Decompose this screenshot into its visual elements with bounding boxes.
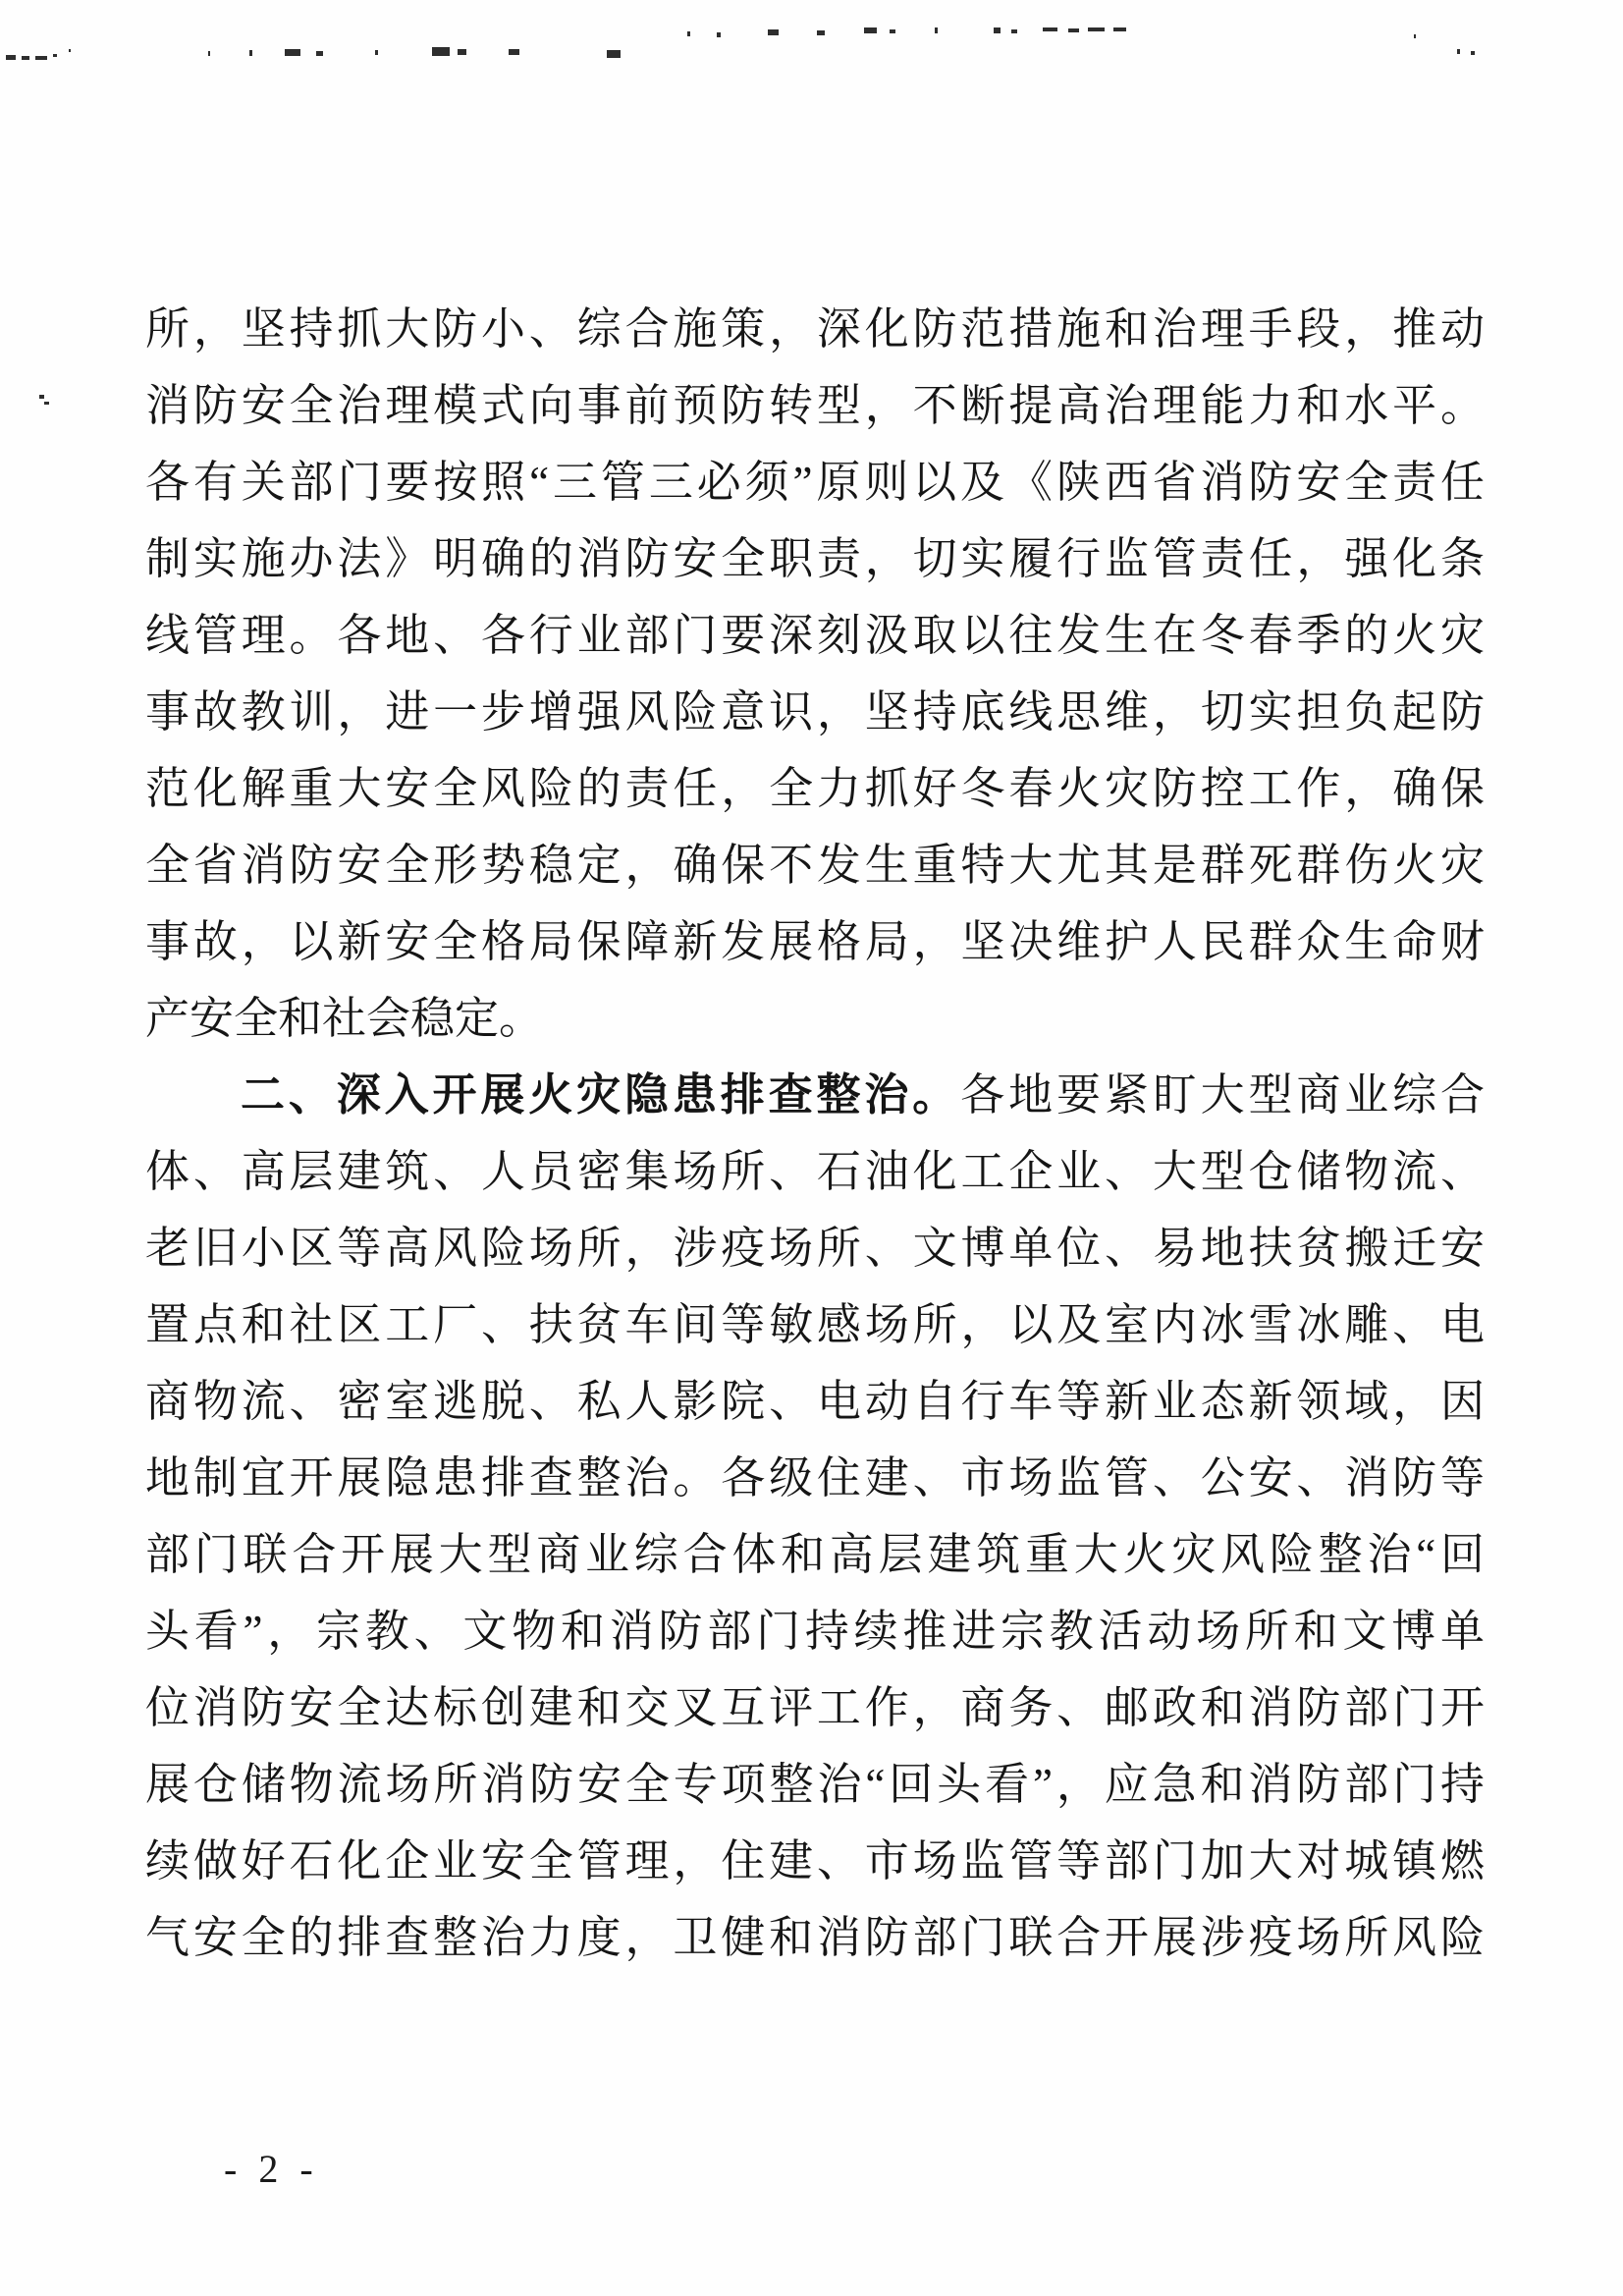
scan-noise-speck	[817, 30, 825, 35]
page-number: - 2 -	[224, 2147, 319, 2191]
scan-noise-speck	[768, 29, 779, 35]
text-line heading-line	[145, 1057, 1485, 1133]
scan-noise-speck	[432, 47, 450, 56]
text-line: 头看”，宗教、文物和消防部门持续推进宗教活动场所和文博单	[145, 1607, 1485, 1656]
scan-noise-speck	[994, 27, 1001, 33]
text-line: 制实施办法》明确的消防安全职责，切实履行监管责任，强化条	[145, 534, 1485, 583]
section-heading: 二、深入开展火灾隐患排查整治。	[241, 1069, 961, 1120]
scan-noise-speck	[316, 51, 323, 56]
text-line: 线管理。各地、各行业部门要深刻汲取以往发生在冬春季的火灾	[145, 611, 1485, 660]
scan-noise-speck	[53, 54, 57, 57]
text-line: 体、高层建筑、人员密集场所、石油化工企业、大型仓储物流、	[145, 1147, 1485, 1196]
scan-noise-speck	[607, 50, 621, 58]
scan-noise-speck	[208, 51, 210, 56]
text-line: 事故，以新安全格局保障新发展格局，坚决维护人民群众生命财	[145, 917, 1485, 966]
text-line: 消防安全治理模式向事前预防转型，不断提高治理能力和水平。	[145, 381, 1485, 430]
scan-noise-speck	[864, 27, 877, 33]
text-line: 置点和社区工厂、扶贫车间等敏感场所，以及室内冰雪冰雕、电	[145, 1300, 1485, 1349]
text-line: 位消防安全达标创建和交叉互评工作，商务、邮政和消防部门开	[145, 1683, 1485, 1732]
scan-noise-speck	[249, 50, 252, 56]
scan-noise-speck	[1414, 34, 1416, 38]
scan-noise-speck	[458, 49, 466, 55]
body-text	[145, 291, 1485, 1976]
scan-noise-speck	[39, 395, 44, 399]
text-line: 所，坚持抓大防小、综合施策，深化防范措施和治理手段，推动	[145, 304, 1485, 354]
scan-noise-speck	[890, 29, 895, 33]
text-line: 部门联合开展大型商业综合体和高层建筑重大火灾风险整治“回	[145, 1530, 1485, 1579]
scan-noise-speck	[1471, 51, 1475, 55]
scan-noise-speck	[285, 49, 300, 56]
scan-noise-speck	[35, 56, 47, 60]
scan-noise-speck	[687, 31, 690, 36]
text-line: 范化解重大安全风险的责任，全力抓好冬春火灾防控工作，确保	[145, 764, 1485, 813]
scan-noise-speck	[1011, 29, 1017, 33]
text-line: 展仓储物流场所消防安全专项整治“回头看”，应急和消防部门持	[145, 1760, 1485, 1809]
text-line: 老旧小区等高风险场所，涉疫场所、文博单位、易地扶贫搬迁安	[145, 1224, 1485, 1273]
scan-noise-speck	[1088, 27, 1105, 31]
scan-noise-speck	[1113, 27, 1126, 31]
scan-noise-speck	[22, 56, 29, 60]
scan-noise-speck	[44, 402, 49, 405]
scan-noise-speck	[935, 27, 938, 33]
scan-noise-speck	[69, 49, 71, 52]
text-line: 气安全的排查整治力度，卫健和消防部门联合开展涉疫场所风险	[145, 1913, 1485, 1962]
scan-noise-speck	[509, 49, 519, 55]
scan-noise-speck	[6, 55, 16, 60]
scan-noise-speck	[1068, 28, 1079, 32]
heading-line-rest: 各地要紧盯大型商业综合	[960, 1070, 1485, 1120]
text-line paragraph-end: 产安全和社会稳定。	[145, 994, 544, 1043]
text-line: 续做好石化企业安全管理，住建、市场监管等部门加大对城镇燃	[145, 1836, 1485, 1886]
scan-noise-speck	[717, 32, 721, 37]
scan-noise-speck	[375, 50, 378, 55]
text-line: 各有关部门要按照“三管三必须”原则以及《陕西省消防安全责任	[145, 458, 1485, 507]
text-line: 事故教训，进一步增强风险意识，坚持底线思维，切实担负起防	[145, 687, 1485, 737]
text-line: 地制宜开展隐患排查整治。各级住建、市场监管、公安、消防等	[145, 1453, 1485, 1503]
text-line: 商物流、密室逃脱、私人影院、电动自行车等新业态新领域，因	[145, 1377, 1485, 1426]
scan-noise-speck	[1043, 27, 1057, 31]
text-line: 全省消防安全形势稳定，确保不发生重特大尤其是群死群伤火灾	[145, 841, 1485, 890]
scan-noise-speck	[1457, 49, 1460, 54]
